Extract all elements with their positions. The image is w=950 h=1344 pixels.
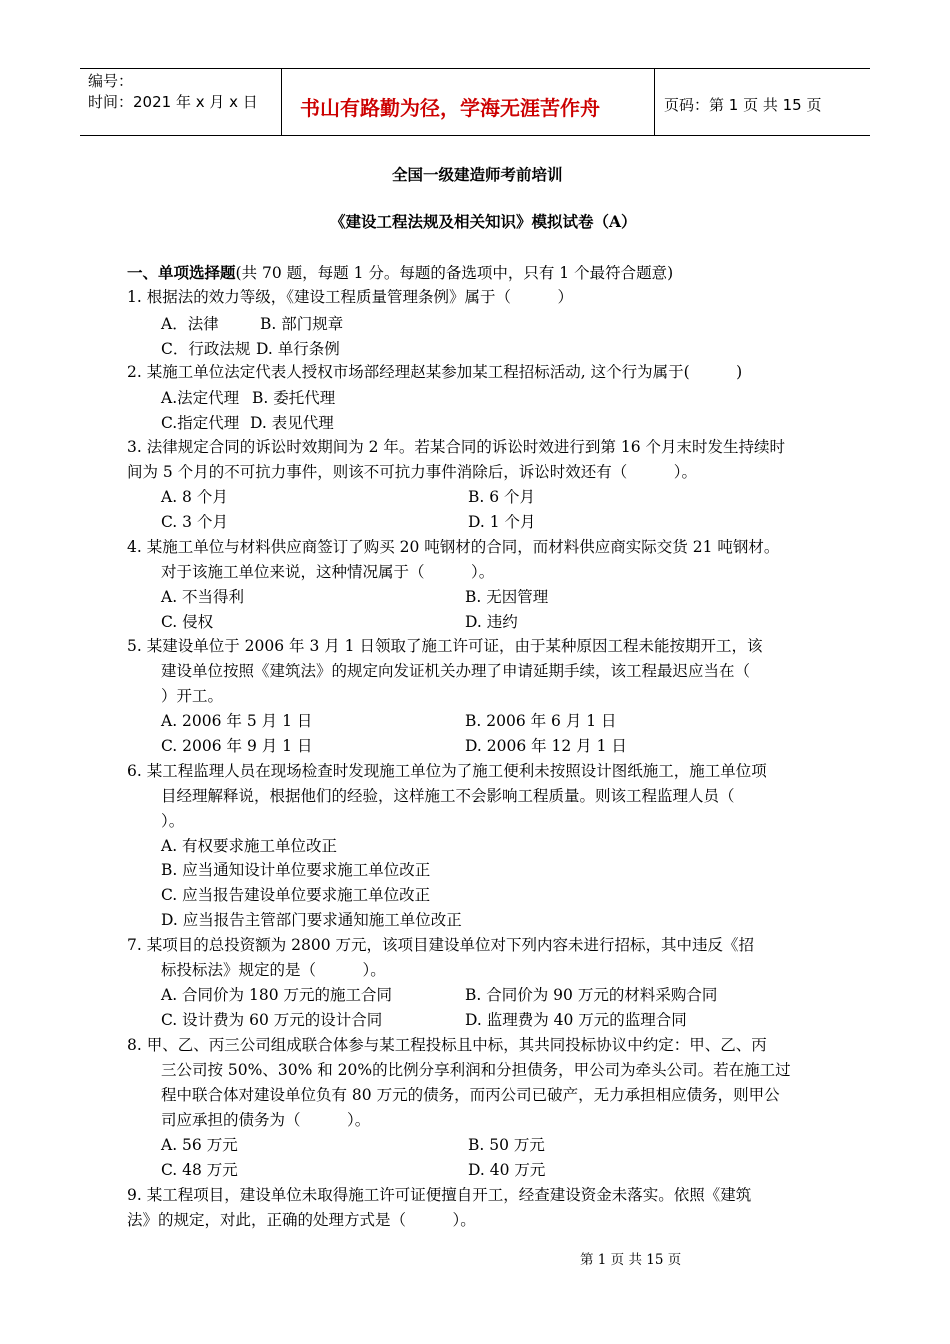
q9-stem-line2: 法》的规定，对此，正确的处理方式是（ ）。 [127,1211,476,1229]
q4-option-b: B. 无因管理 [465,588,549,606]
q4-stem-line2: 对于该施工单位来说，这种情况属于（ ）。 [161,563,495,581]
section-heading-rest: (共 70 题，每题 1 分。每题的备选项中，只有 1 个最符合题意) [235,264,674,282]
q8-option-a: A. 56 万元 [161,1136,238,1154]
q5-stem-line3: ）开工。 [161,687,224,705]
q2-option-c: C.指定代理 [161,414,240,432]
q3-stem-line1: 3. 法律规定合同的诉讼时效期间为 2 年。若某合同的诉讼时效进行到第 16 个月末时发生持续时 [127,438,786,456]
header-number-label: 编号： [88,72,134,90]
q2-stem: 2. 某施工单位法定代表人授权市场部经理赵某参加某工程招标活动, 这个行为属于( ) [127,363,743,381]
q5-option-b: B. 2006 年 6 月 1 日 [465,712,617,730]
page-footer: 第 1 页 共 15 页 [580,1252,682,1268]
q3-option-c: C. 3 个月 [161,513,228,531]
q3-option-a: A. 8 个月 [161,488,228,506]
q6-option-a: A. 有权要求施工单位改正 [161,837,338,855]
q9-stem-line1: 9. 某工程项目，建设单位未取得施工许可证便擅自开工，经查建设资金未落实。依照《建筑 [127,1186,752,1204]
q1-stem: 1. 根据法的效力等级，《建设工程质量管理条例》属于（ ） [127,288,573,306]
header-divider-left [281,68,282,136]
section-heading-bold: 一、单项选择题 [127,263,236,282]
q6-option-b: B. 应当通知设计单位要求施工单位改正 [161,861,431,879]
q4-option-a: A. 不当得利 [161,588,245,606]
q7-option-a: A. 合同价为 180 万元的施工合同 [161,986,392,1004]
q7-option-b: B. 合同价为 90 万元的材料采购合同 [465,986,718,1004]
section-heading [127,261,673,283]
header-time-label: 时间：2021 年 x 月 x 日 [88,93,258,111]
q4-option-d: D. 违约 [465,613,518,631]
q5-option-c: C. 2006 年 9 月 1 日 [161,737,313,755]
q2-option-d: D. 表见代理 [250,414,334,432]
q8-stem-line1: 8. 甲、乙、丙三公司组成联合体参与某工程投标且中标，其共同投标协议中约定：甲、乙、丙 [127,1036,767,1054]
q2-option-b: B. 委托代理 [252,389,336,407]
q6-stem-line1: 6. 某工程监理人员在现场检查时发现施工单位为了施工便利未按照设计图纸施工，施工单位项 [127,762,767,780]
q1-option-b: B. 部门规章 [260,315,344,333]
q1-option-c: C．行政法规 [161,340,251,358]
q8-stem-line3: 程中联合体对建设单位负有 80 万元的债务，而丙公司已破产，无力承担相应债务，则甲公 [161,1086,780,1104]
q6-stem-line3: ）。 [161,812,185,830]
q6-option-d: D. 应当报告主管部门要求通知施工单位改正 [161,911,462,929]
header-top-rule [80,68,870,69]
q5-stem-line2: 建设单位按照《建筑法》的规定向发证机关办理了申请延期手续，该工程最迟应当在（ [161,662,751,680]
doc-title-2: 《建设工程法规及相关知识》模拟试卷（A） [330,212,637,231]
q4-option-c: C. 侵权 [161,613,214,631]
q8-stem-line2: 三公司按 50%、30% 和 20%的比例分享利润和分担债务，甲公司为牵头公司。若在施工过 [161,1061,791,1079]
header-bottom-rule [80,135,870,136]
q1-option-d: D. 单行条例 [256,340,340,358]
q5-option-d: D. 2006 年 12 月 1 日 [465,737,627,755]
q6-option-c: C. 应当报告建设单位要求施工单位改正 [161,886,431,904]
q8-stem-line4: 司应承担的债务为（ ）。 [161,1111,371,1129]
q4-stem-line1: 4. 某施工单位与材料供应商签订了购买 20 吨钢材的合同，而材料供应商实际交货 21 吨钢材。 [127,538,780,556]
header-divider-right [654,68,655,136]
q3-stem-line2: 间为 5 个月的不可抗力事件，则该不可抗力事件消除后，诉讼时效还有（ ）。 [127,463,697,481]
q3-option-b: B. 6 个月 [468,488,536,506]
q8-option-d: D. 40 万元 [468,1161,546,1179]
q5-stem-line1: 5. 某建设单位于 2006 年 3 月 1 日领取了施工许可证，由于某种原因工程未能按期开工，该 [127,637,763,655]
q2-option-a: A.法定代理 [161,389,240,407]
q5-option-a: A. 2006 年 5 月 1 日 [161,712,313,730]
q7-stem-line2: 标投标法》规定的是（ ）。 [161,961,386,979]
q7-option-d: D. 监理费为 40 万元的监理合同 [465,1011,687,1029]
q8-option-b: B. 50 万元 [468,1136,545,1154]
q3-option-d: D. 1 个月 [468,513,536,531]
q6-stem-line2: 目经理解释说，根据他们的经验，这样施工不会影响工程质量。则该工程监理人员（ [161,787,735,805]
q7-option-c: C. 设计费为 60 万元的设计合同 [161,1011,383,1029]
header-motto: 书山有路勤为径，学海无涯苦作舟 [300,96,600,120]
doc-title-1: 全国一级建造师考前培训 [392,165,563,184]
q8-option-c: C. 48 万元 [161,1161,238,1179]
q1-option-a: A．法律 [161,315,219,333]
q7-stem-line1: 7. 某项目的总投资额为 2800 万元，该项目建设单位对下列内容未进行招标，其中违反《招 [127,936,755,954]
header-page-info: 页码：第 1 页 共 15 页 [664,96,822,114]
